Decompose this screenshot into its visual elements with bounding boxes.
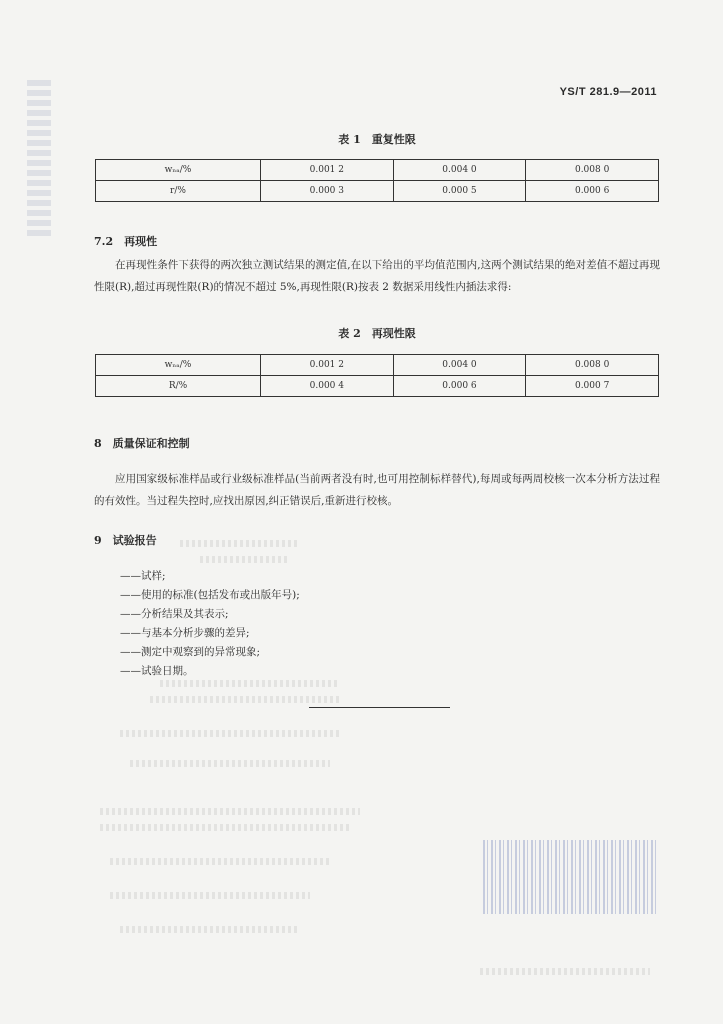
paragraph-text: 在再现性条件下获得的两次独立测试结果的测定值,在以下给出的平均值范围内,这两个测试结果的绝对差值不超过再现性限(R),超过再现性限(R)的情况不超过 5%,再现性限(R)按表 2 数据采用线性内插法求得: [94,259,660,293]
barcode-bleed-through [483,840,659,914]
section-8-paragraph [94,468,660,512]
bleed-through-mark [110,858,330,865]
table-cell: 0.001 2 [261,160,394,181]
table-cell: 0.008 0 [526,160,659,181]
bleed-through-mark [180,540,300,547]
table-cell: 0.000 5 [393,181,526,202]
list-item: ——使用的标准(包括发布或出版年号); [120,589,300,601]
paragraph-text: 应用国家级标准样品或行业级标准样品(当前两者没有时,也可用控制标样替代),每周或每两周校核一次本分析方法过程的有效性。当过程失控时,应找出原因,纠正错误后,重新进行校核。 [94,473,660,507]
bleed-through-mark [150,696,340,703]
table-cell: 0.000 6 [393,376,526,397]
bleed-through-mark [120,926,300,933]
table-cell: 0.000 6 [526,181,659,202]
table1-caption: 表 1 重复性限 [338,133,416,146]
reproducibility-table [95,354,659,397]
list-item: ——测定中观察到的异常现象; [120,646,261,658]
section-7-2-paragraph [94,254,660,298]
bleed-through-mark [480,968,650,975]
bleed-through-mark [100,824,350,831]
list-item: ——分析结果及其表示; [120,608,229,620]
bleed-through-mark [130,760,330,767]
list-item: ——试验日期。 [120,665,194,677]
table-cell: 0.008 0 [526,355,659,376]
table-row-label: r/% [96,181,261,202]
table-cell: 0.000 4 [261,376,394,397]
end-rule [309,707,450,708]
spine-bleed-through [27,80,51,240]
table-row [96,355,659,376]
table-cell: 0.001 2 [261,355,394,376]
bleed-through-mark [110,892,310,899]
table-cell: 0.004 0 [393,160,526,181]
standard-code: YS/T 281.9—2011 [559,86,657,98]
table-row-label: R/% [96,376,261,397]
bleed-through-mark [160,680,340,687]
table-row [96,376,659,397]
table-row [96,160,659,181]
bleed-through-mark [100,808,360,815]
table-cell: 0.000 7 [526,376,659,397]
report-items-list [120,567,300,681]
section-7-2-heading: 7.2 再现性 [94,235,158,248]
list-item: ——与基本分析步骤的差异; [120,627,250,639]
table-row-label: wₙₐ/% [96,355,261,376]
section-9-heading: 9 试验报告 [94,534,157,547]
table-row [96,181,659,202]
bleed-through-mark [200,556,290,563]
table2-caption: 表 2 再现性限 [338,327,416,340]
table-row-label: wₙₐ/% [96,160,261,181]
table-cell: 0.004 0 [393,355,526,376]
section-8-heading: 8 质量保证和控制 [94,437,190,450]
list-item: ——试样; [120,570,166,582]
bleed-through-mark [120,730,340,737]
table-cell: 0.000 3 [261,181,394,202]
repeatability-table [95,159,659,202]
